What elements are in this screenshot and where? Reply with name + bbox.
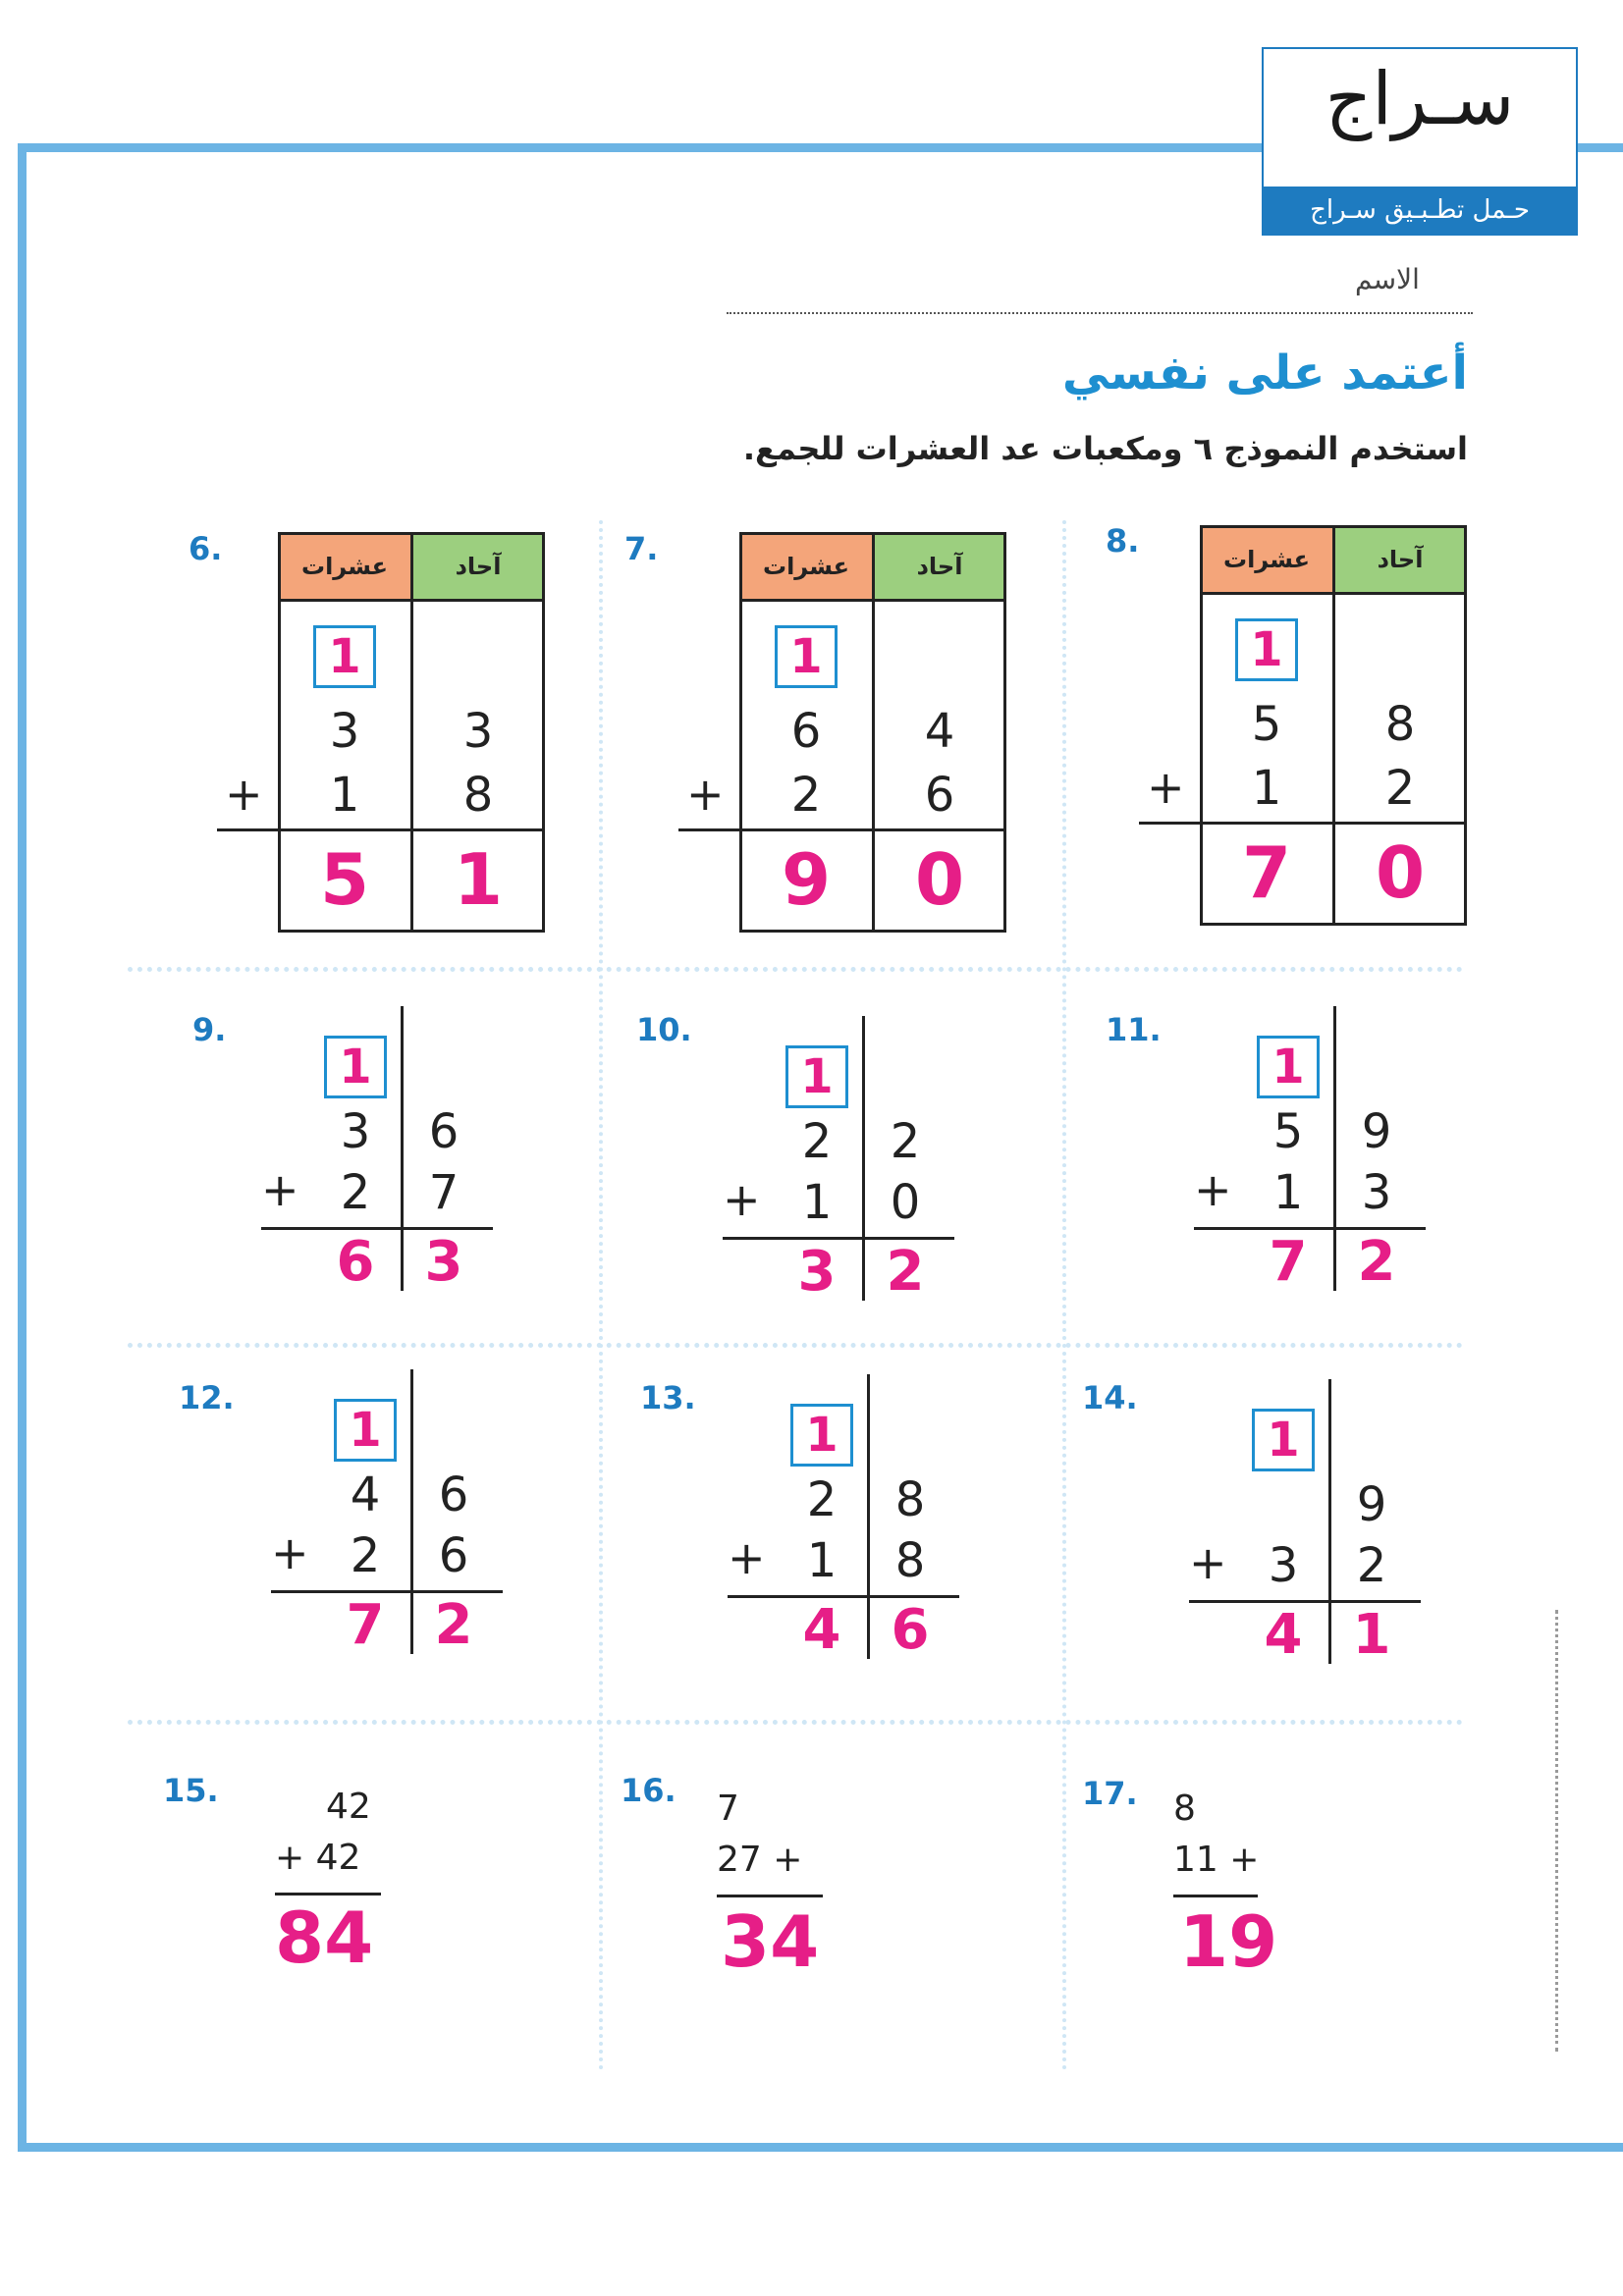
problem-number: 10.: [636, 1011, 692, 1048]
digit: 5: [1251, 697, 1282, 752]
plus-sign: +: [225, 768, 263, 821]
carry-box: 1: [785, 1045, 848, 1108]
row-divider: [128, 967, 1463, 972]
problem-number: 6.: [189, 530, 223, 567]
digit: 2: [801, 1114, 833, 1169]
carry-box: 1: [790, 1404, 853, 1467]
digit: 4: [924, 704, 955, 759]
digit: 3: [340, 1104, 371, 1159]
digit: 2: [790, 768, 822, 823]
digit: 2: [1384, 761, 1416, 816]
plus-sign: +: [686, 768, 725, 821]
digit: 1: [1251, 761, 1282, 816]
answer-digit: 4: [1264, 1603, 1303, 1667]
addend: 42: [326, 1787, 371, 1827]
digit: 2: [1356, 1538, 1387, 1593]
digit: 1: [1272, 1165, 1304, 1220]
carry-box: 1: [334, 1399, 397, 1462]
digit: 6: [924, 768, 955, 823]
digit: 8: [894, 1472, 926, 1527]
answer-digit: 6: [891, 1598, 930, 1662]
result: 34: [721, 1900, 820, 1983]
brand-logo: [1262, 47, 1578, 236]
answer-digit: 9: [781, 838, 832, 921]
carry-box: 1: [1257, 1036, 1320, 1098]
problem-number: 8.: [1106, 522, 1140, 560]
problem-number: 9.: [192, 1011, 227, 1048]
page-title: أعتمد على نفسي: [1061, 346, 1468, 400]
answer-digit: 3: [797, 1240, 837, 1304]
answer-digit: 6: [336, 1230, 375, 1294]
answer-digit: 5: [319, 838, 370, 921]
answer-digit: 0: [914, 838, 965, 921]
digit: 1: [801, 1175, 833, 1230]
digit: 2: [340, 1165, 371, 1220]
digit: 3: [462, 704, 494, 759]
answer-digit: 4: [802, 1598, 841, 1662]
plus-sign: +: [728, 1531, 766, 1584]
problem-number: 7.: [624, 530, 659, 567]
digit: 7: [428, 1165, 460, 1220]
digit: 2: [350, 1528, 381, 1583]
digit: 6: [790, 704, 822, 759]
problem-number: 17.: [1082, 1775, 1138, 1812]
answer-digit: 7: [1241, 831, 1292, 914]
answer-digit: 2: [434, 1593, 473, 1657]
addend: 8: [1173, 1789, 1196, 1829]
answer-digit: 0: [1375, 831, 1426, 914]
problem-number: 12.: [179, 1379, 235, 1416]
digit: 1: [329, 768, 360, 823]
tens-header: عشرات: [1200, 525, 1333, 594]
digit: 4: [350, 1468, 381, 1522]
tens-header: عشرات: [739, 532, 873, 601]
plus-sign: +: [1147, 761, 1185, 814]
ones-header: آحاد: [411, 532, 545, 601]
digit: 9: [1361, 1104, 1392, 1159]
tens-header: عشرات: [278, 532, 411, 601]
plus-sign: +: [261, 1163, 299, 1216]
problem-number: 13.: [640, 1379, 696, 1416]
digit: 0: [890, 1175, 921, 1230]
digit: 8: [1384, 697, 1416, 752]
plus-sign: +: [1189, 1536, 1227, 1589]
digit: 1: [806, 1533, 838, 1588]
row-divider: [128, 1343, 1463, 1348]
digit: 3: [1361, 1165, 1392, 1220]
digit: 3: [329, 704, 360, 759]
plus-sign: +: [723, 1173, 761, 1226]
place-value-table: [686, 532, 1006, 933]
place-value-table: [1147, 525, 1467, 926]
answer-digit: 3: [424, 1230, 463, 1294]
place-value-table: [225, 532, 545, 933]
instruction-text: استخدم النموذج ٦ ومكعبات عد العشرات للجمع.: [742, 430, 1468, 467]
carry-box: 1: [1252, 1409, 1315, 1471]
digit: 5: [1272, 1104, 1304, 1159]
digit: 8: [894, 1533, 926, 1588]
digit: 3: [1268, 1538, 1299, 1593]
brand-name: سـراج: [1325, 57, 1515, 141]
name-label: الاسم: [1355, 263, 1420, 295]
digit: 9: [1356, 1477, 1387, 1532]
plus-sign: +: [1194, 1163, 1232, 1216]
row-divider: [128, 1720, 1463, 1725]
column-divider: [599, 520, 603, 2071]
addend: 27 +: [717, 1840, 803, 1880]
carry-box: 1: [324, 1036, 387, 1098]
result: 84: [275, 1896, 374, 1979]
answer-digit: 7: [1269, 1230, 1308, 1294]
answer-digit: 2: [886, 1240, 925, 1304]
digit: 2: [890, 1114, 921, 1169]
addend: + 42: [275, 1838, 361, 1878]
brand-tagline: حـمل تطـبـيق سـراج: [1264, 187, 1576, 234]
name-input-line[interactable]: [727, 312, 1473, 314]
ones-header: آحاد: [873, 532, 1006, 601]
problem-number: 15.: [163, 1772, 219, 1809]
answer-digit: 1: [453, 838, 504, 921]
carry-box: 1: [775, 625, 838, 688]
column-divider: [1062, 520, 1066, 2071]
result: 19: [1179, 1900, 1278, 1983]
digit: 6: [428, 1104, 460, 1159]
digit: 8: [462, 768, 494, 823]
problem-number: 14.: [1082, 1379, 1138, 1416]
answer-digit: 2: [1357, 1230, 1396, 1294]
problem-number: 16.: [621, 1772, 676, 1809]
side-credit-strip: [1555, 1610, 1570, 2052]
digit: 6: [438, 1468, 469, 1522]
digit: 2: [806, 1472, 838, 1527]
addend: 7: [717, 1789, 739, 1829]
addend: 11 +: [1173, 1840, 1260, 1880]
plus-sign: +: [271, 1526, 309, 1579]
answer-digit: 7: [346, 1593, 385, 1657]
digit: 6: [438, 1528, 469, 1583]
ones-header: آحاد: [1333, 525, 1467, 594]
carry-box: 1: [1235, 618, 1298, 681]
answer-digit: 1: [1352, 1603, 1391, 1667]
carry-box: 1: [313, 625, 376, 688]
problem-number: 11.: [1106, 1011, 1162, 1048]
